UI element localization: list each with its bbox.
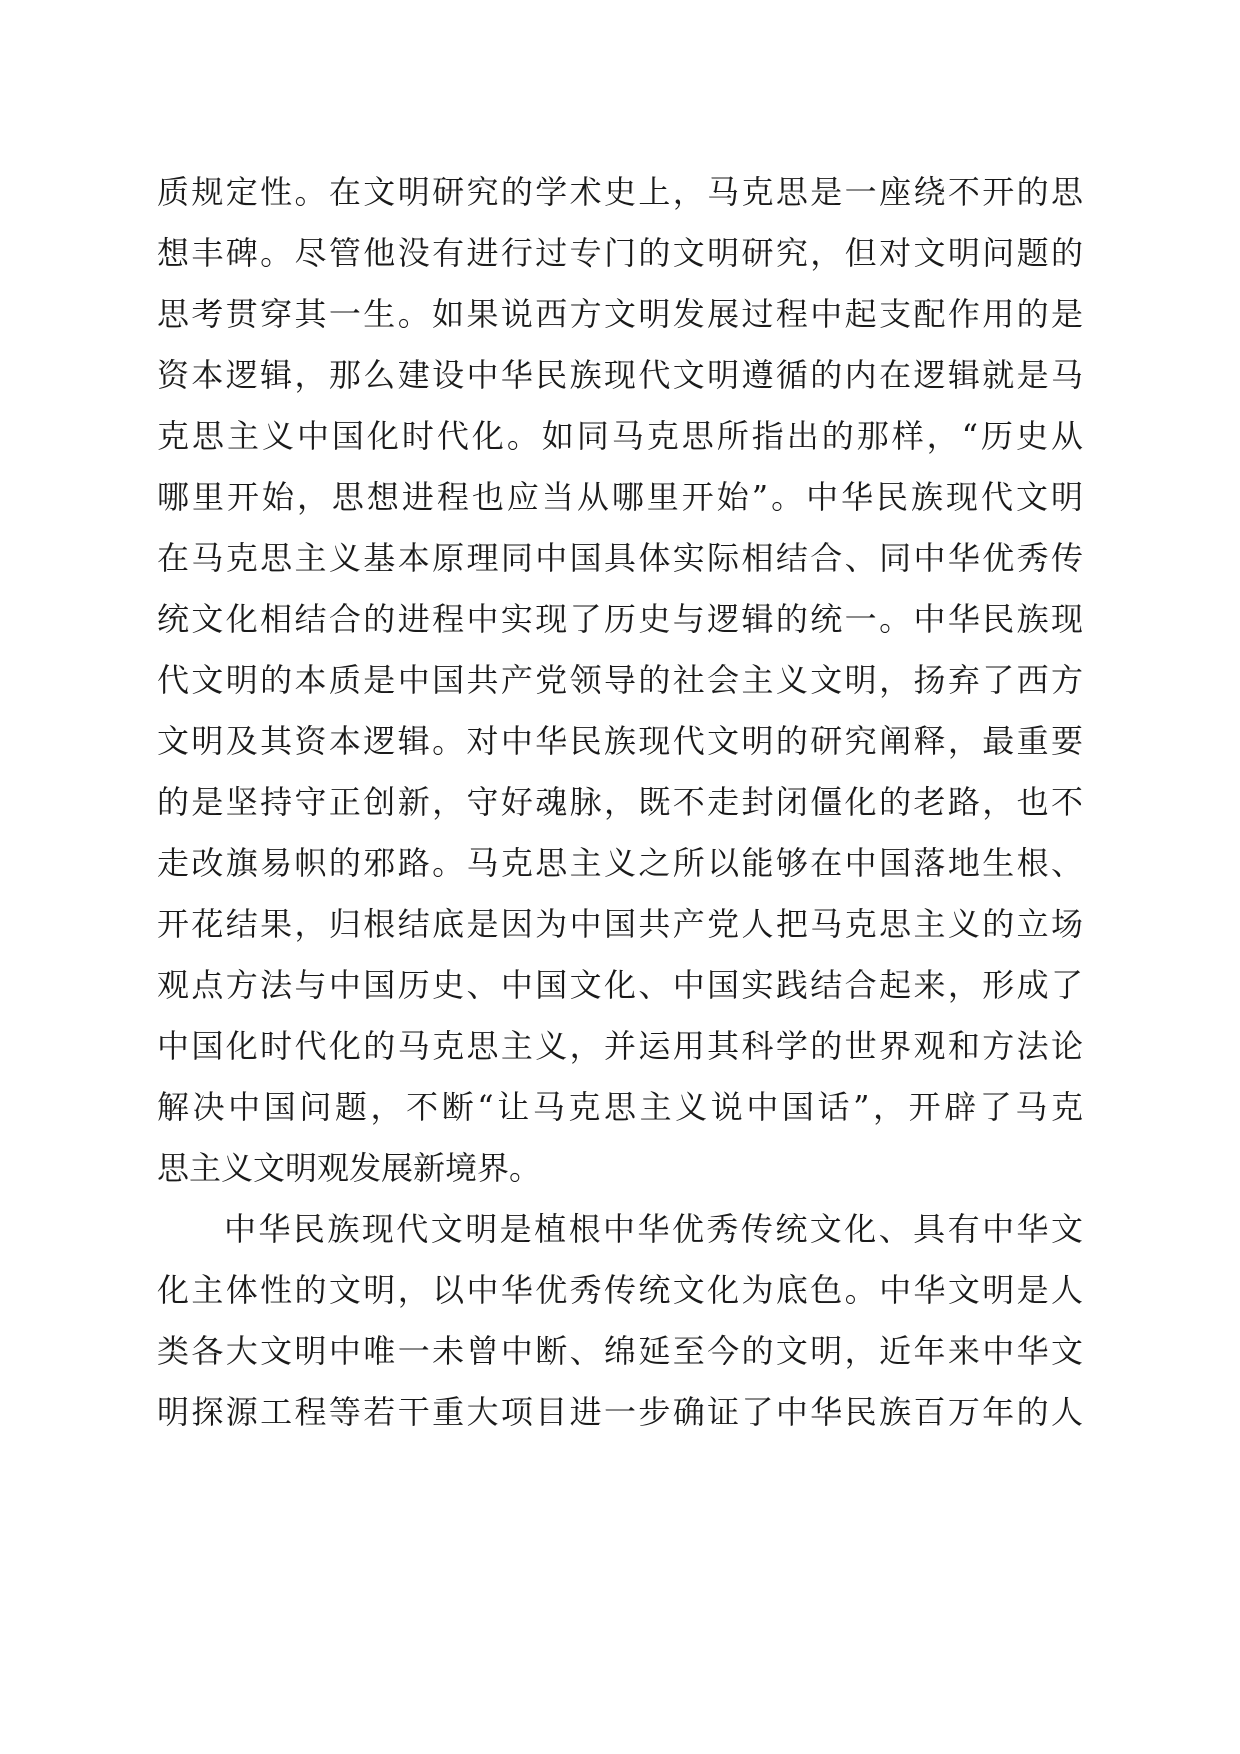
text-line: 的是坚持守正创新，守好魂脉，既不走封闭僵化的老路，也不 xyxy=(157,783,1083,821)
text-line: 统文化相结合的进程中实现了历史与逻辑的统一。中华民族现 xyxy=(157,600,1083,638)
text-line: 思主义文明观发展新境界。 xyxy=(157,1149,542,1187)
text-line: 克思主义中国化时代化。如同马克思所指出的那样，“历史从 xyxy=(157,417,1083,455)
text-line: 化主体性的文明，以中华优秀传统文化为底色。中华文明是人 xyxy=(157,1271,1083,1309)
text-line: 思考贯穿其一生。如果说西方文明发展过程中起支配作用的是 xyxy=(157,295,1083,333)
text-line: 文明及其资本逻辑。对中华民族现代文明的研究阐释，最重要 xyxy=(157,722,1083,760)
paragraph-first-line: 中华民族现代文明是植根中华优秀传统文化、具有中华文 xyxy=(224,1210,1083,1248)
text-line: 哪里开始，思想进程也应当从哪里开始”。中华民族现代文明 xyxy=(157,478,1083,516)
text-line: 想丰碑。尽管他没有进行过专门的文明研究，但对文明问题的 xyxy=(157,234,1083,272)
text-line: 类各大文明中唯一未曾中断、绵延至今的文明，近年来中华文 xyxy=(157,1332,1083,1370)
text-line: 资本逻辑，那么建设中华民族现代文明遵循的内在逻辑就是马 xyxy=(157,356,1083,394)
text-line: 观点方法与中国历史、中国文化、中国实践结合起来，形成了 xyxy=(157,966,1083,1004)
text-line: 中国化时代化的马克思主义，并运用其科学的世界观和方法论 xyxy=(157,1027,1083,1065)
text-line: 在马克思主义基本原理同中国具体实际相结合、同中华优秀传 xyxy=(157,539,1083,577)
text-line: 走改旗易帜的邪路。马克思主义之所以能够在中国落地生根、 xyxy=(157,844,1083,882)
text-line: 代文明的本质是中国共产党领导的社会主义文明，扬弃了西方 xyxy=(157,661,1083,699)
text-line: 质规定性。在文明研究的学术史上，马克思是一座绕不开的思 xyxy=(157,173,1083,211)
text-line: 开花结果，归根结底是因为中国共产党人把马克思主义的立场 xyxy=(157,905,1083,943)
text-line: 解决中国问题，不断“让马克思主义说中国话”，开辟了马克 xyxy=(157,1088,1083,1126)
text-line: 明探源工程等若干重大项目进一步确证了中华民族百万年的人 xyxy=(157,1393,1083,1431)
